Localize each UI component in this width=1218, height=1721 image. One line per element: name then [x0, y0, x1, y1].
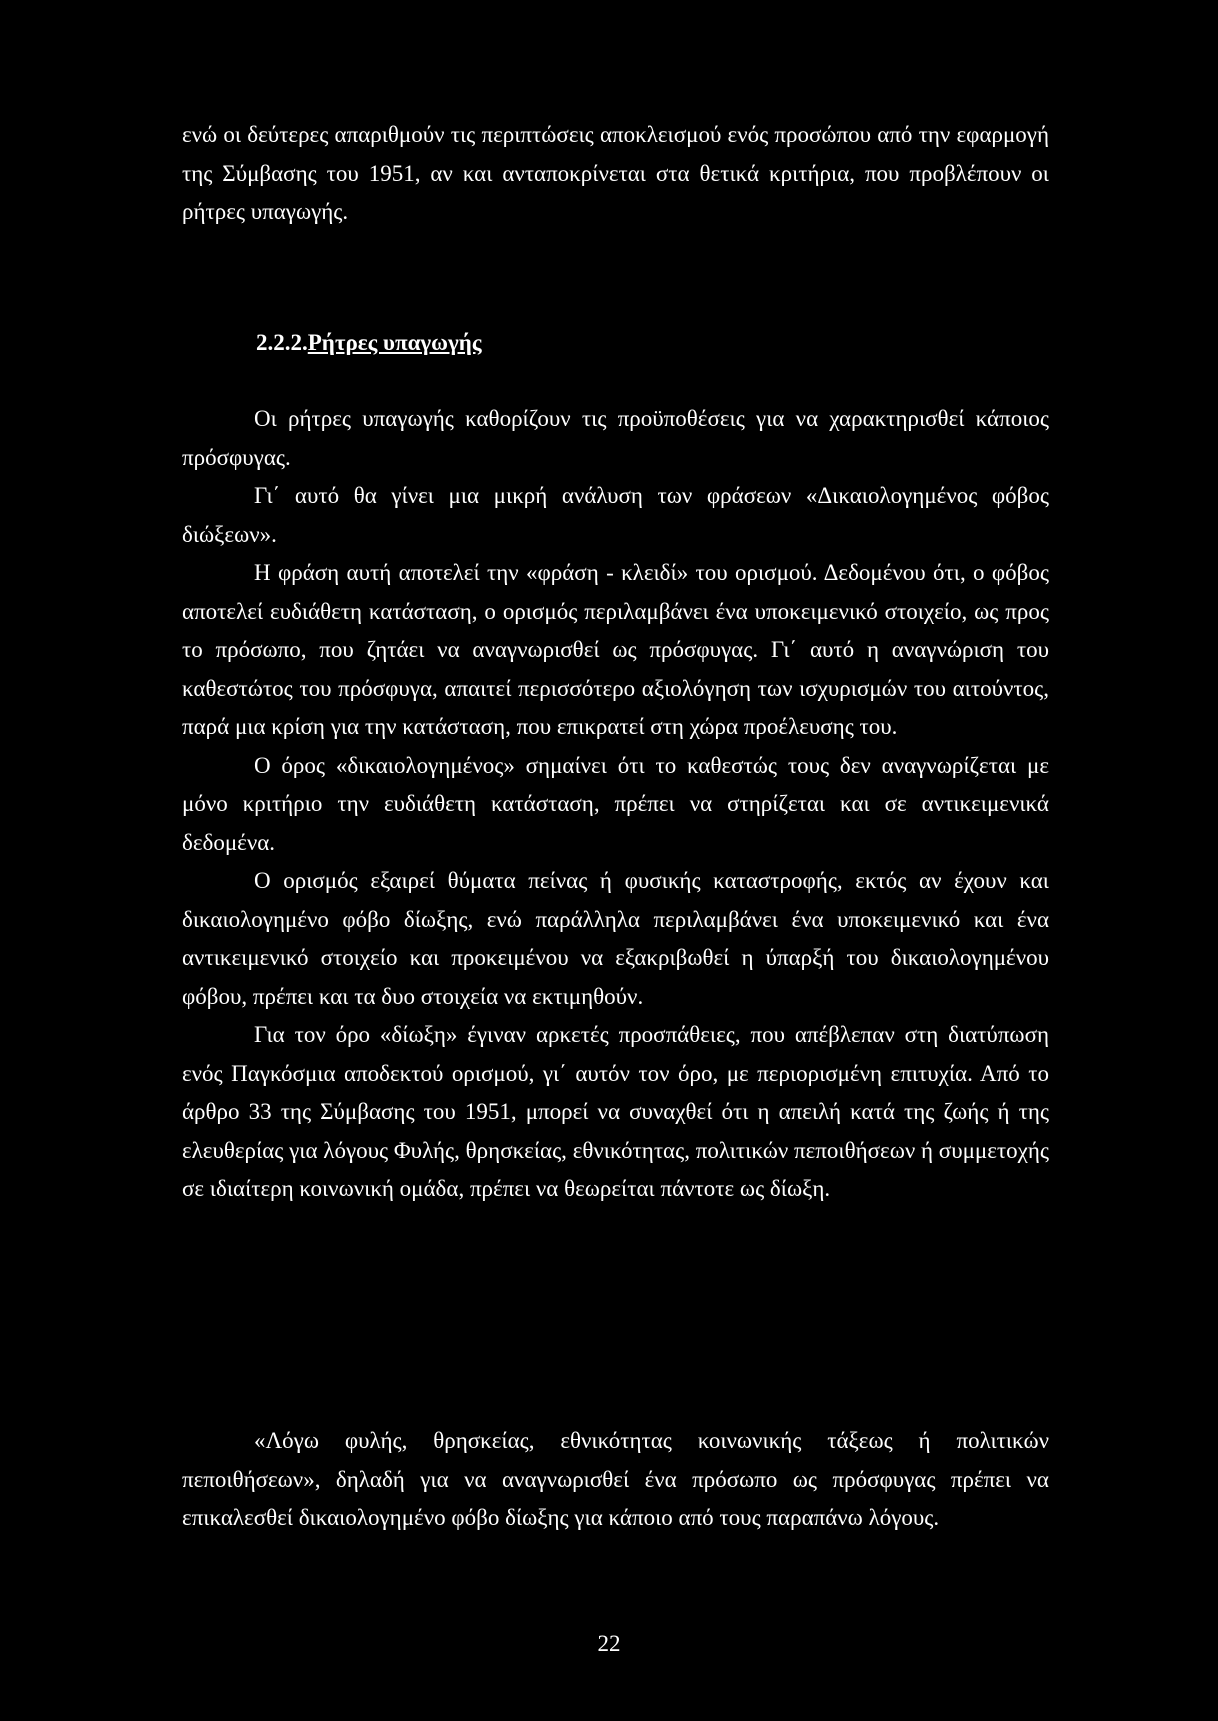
section-heading-title: Ρήτρες υπαγωγής: [307, 330, 482, 355]
section-heading-number: 2.2.2.: [256, 330, 308, 355]
body-paragraph: Ο όρος «δικαιολογημένος» σημαίνει ότι το καθεστώς τους δεν αναγνωρίζεται με μόνο κριτήριο την ευδιάθετη κατάσταση, πρέπει να στηρίζεται και σε αντικειμενικά δεδομένα.: [182, 752, 1049, 855]
body-paragraph: Γι΄ αυτό θα γίνει μια μικρή ανάλυση των φράσεων «Δικαιολογημένος φόβος διώξεων».: [182, 483, 1049, 547]
body-paragraph: Η φράση αυτή αποτελεί την «φράση - κλειδί» του ορισμού. Δεδομένου ότι, ο φόβος αποτελεί ευδιάθετη κατάσταση, ο ορισμός περιλαμβάνει ένα υποκειμενικό στοιχείο, ως προς το πρόσωπο, που ζητάει να αναγνωρισθεί ως πρόσφυγας. Γι΄ αυτό η αναγνώριση του καθεστώτος του πρόσφυγα, απαιτεί περισσότερο αξιολόγηση των ισχυρισμών του αιτούντος, παρά μια κρίση για την κατάσταση, που επικρατεί στη χώρα προέλευσης του.: [182, 560, 1049, 739]
body-paragraph: Για τον όρο «δίωξη» έγιναν αρκετές προσπάθειες, που απέβλεπαν στη διατύπωση ενός Παγκόσμια αποδεκτού ορισμού, γι΄ αυτόν τον όρο, με περιορισμένη επιτυχία. Από το άρθρο 33 της Σύμβασης του 1951, μπορεί να συναχθεί ότι η απειλή κατά της ζωής ή της ελευθερίας για λόγους Φυλής, θρησκείας, εθνικότητας, πολιτικών πεποιθήσεων ή συμμετοχής σε ιδιαίτερη κοινωνική ομάδα, πρέπει να θεωρείται πάντοτε ως δίωξη.: [182, 1022, 1049, 1201]
page-number: 22: [597, 1631, 621, 1656]
body-text: [182, 400, 1049, 1209]
intro-paragraph: ενώ οι δεύτερες απαριθμούν τις περιπτώσεις αποκλεισμού ενός προσώπου από την εφαρμογή της Σύμβασης του 1951, αν και ανταποκρίνεται στα θετικά κριτήρια, που προβλέπουν οι ρήτρες υπαγωγής.: [182, 122, 1049, 224]
final-paragraph: «Λόγω φυλής, θρησκείας, εθνικότητας κοινωνικής τάξεως ή πολιτικών πεποιθήσεων», δηλαδή για να αναγνωρισθεί ένα πρόσωπο ως πρόσφυγας πρέπει να επικαλεσθεί δικαιολογημένο φόβο δίωξης για κάποιο από τους παραπάνω λόγους.: [182, 1428, 1049, 1530]
section-heading: [256, 324, 1123, 363]
body-paragraph: Οι ρήτρες υπαγωγής καθορίζουν τις προϋποθέσεις για να χαρακτηρισθεί κάποιος πρόσφυγας.: [182, 406, 1049, 470]
body-paragraph: Ο ορισμός εξαιρεί θύματα πείνας ή φυσικής καταστροφής, εκτός αν έχουν και δικαιολογημένο φόβο δίωξης, ενώ παράλληλα περιλαμβάνει ένα υποκειμενικό και ένα αντικειμενικό στοιχείο και προκειμένου να εξακριβωθεί η ύπαρξή του δικαιολογημένου φόβου, πρέπει και τα δυο στοιχεία να εκτιμηθούν.: [182, 868, 1049, 1009]
